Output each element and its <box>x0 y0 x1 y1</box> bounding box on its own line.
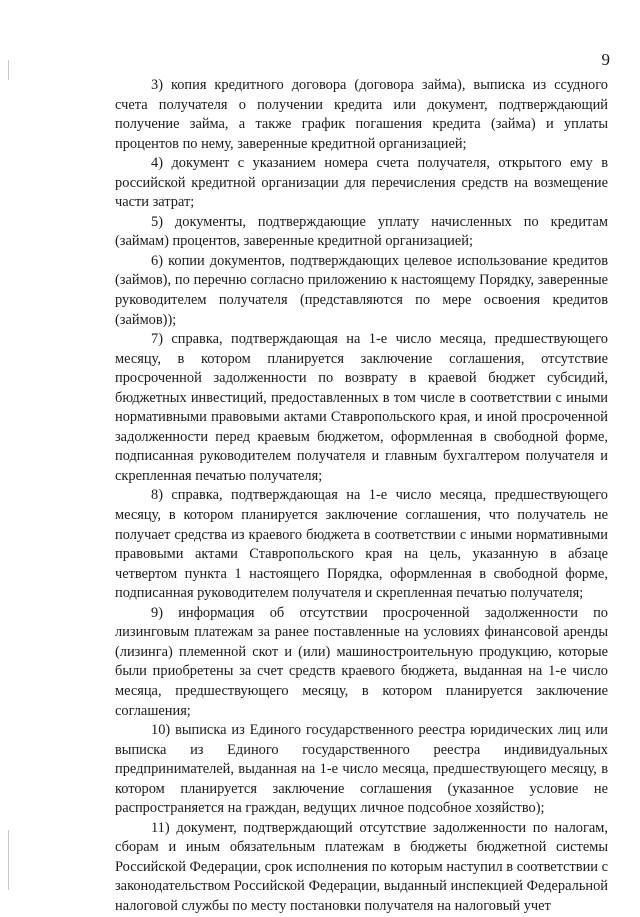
document-body <box>115 76 608 917</box>
list-item-4: 4) документ с указанием номера счета получателя, открытого ему в российской кредитной организации для перечисления средств на возмещение части затрат; <box>115 155 608 211</box>
list-item-5: 5) документы, подтверждающие уплату начисленных по кредитам (займам) процентов, заверенные кредитной организацией; <box>115 213 608 250</box>
list-item-10: 10) выписка из Единого государственного реестра юридических лиц или выписка из Единого государственного реестра индивидуальных предпринимателей, выданная на 1-е число месяца, предшествующего месяцу, в котором планируется заключение соглашения (указанное условие не распространяется на граждан, ведущих личное подсобное хозяйство); <box>115 722 608 817</box>
list-item-3: 3) копия кредитного договора (договора займа), выписка из ссудного счета получателя о получении кредита или документ, подтверждающий получение займа, а также график погашения кредита (займа) и уплаты процентов по нему, заверенные кредитной организацией; <box>115 77 608 152</box>
list-item-7: 7) справка, подтверждающая на 1-е число месяца, предшествующего месяцу, в котором планируется заключение соглашения, отсутствие просроченной задолженности по возврату в краевой бюджет субсидий, бюджетных инвестиций, предоставленных в том числе в соответствии с иными нормативными правовыми актами Ставропольского края, и иной просроченной задолженности перед краевым бюджетом, оформленная в свободной форме, подписанная руководителем получателя и главным бухгалтером получателя и скрепленная печатью получателя; <box>115 331 608 484</box>
list-item-9: 9) информация об отсутствии просроченной задолженности по лизинговым платежам за ранее поставленные на условиях финансовой аренды (лизинга) племенной скот и (или) машиностроительную продукцию, которые были приобретены за счет средств краевого бюджета, выданная на 1-е число месяца, предшествующего месяцу, в котором планируется заключение соглашения; <box>115 604 608 719</box>
list-item-11: 11) документ, подтверждающий отсутствие задолженности по налогам, сборам и иным обязательным платежам в бюджеты бюджетной системы Российской Федерации, срок исполнения по которым наступил в соответствии с законодательством Российской Федерации, выданный инспекцией Федеральной налоговой службы по месту постановки получателя на налоговый учет <box>115 819 608 914</box>
list-item-6: 6) копии документов, подтверждающих целевое использование кредитов (займов), по перечню согласно приложению к настоящему Порядку, заверенные руководителем получателя (представляются по мере освоения кредитов (займов)); <box>115 252 608 328</box>
scan-margin-mark <box>8 60 9 80</box>
scan-margin-mark <box>8 830 9 890</box>
page-number: 9 <box>601 50 610 69</box>
list-item-8: 8) справка, подтверждающая на 1-е число месяца, предшествующего месяцу, в котором планируется заключение соглашения, что получатель не получает средства из краевого бюджета в соответствии с иными нормативными правовыми актами Ставропольского края на цель, указанную в абзаце четвертом пункта 1 настоящего Порядка, оформленная в свободной форме, подписанная руководителем получателя и скрепленная печатью получателя; <box>115 487 608 602</box>
